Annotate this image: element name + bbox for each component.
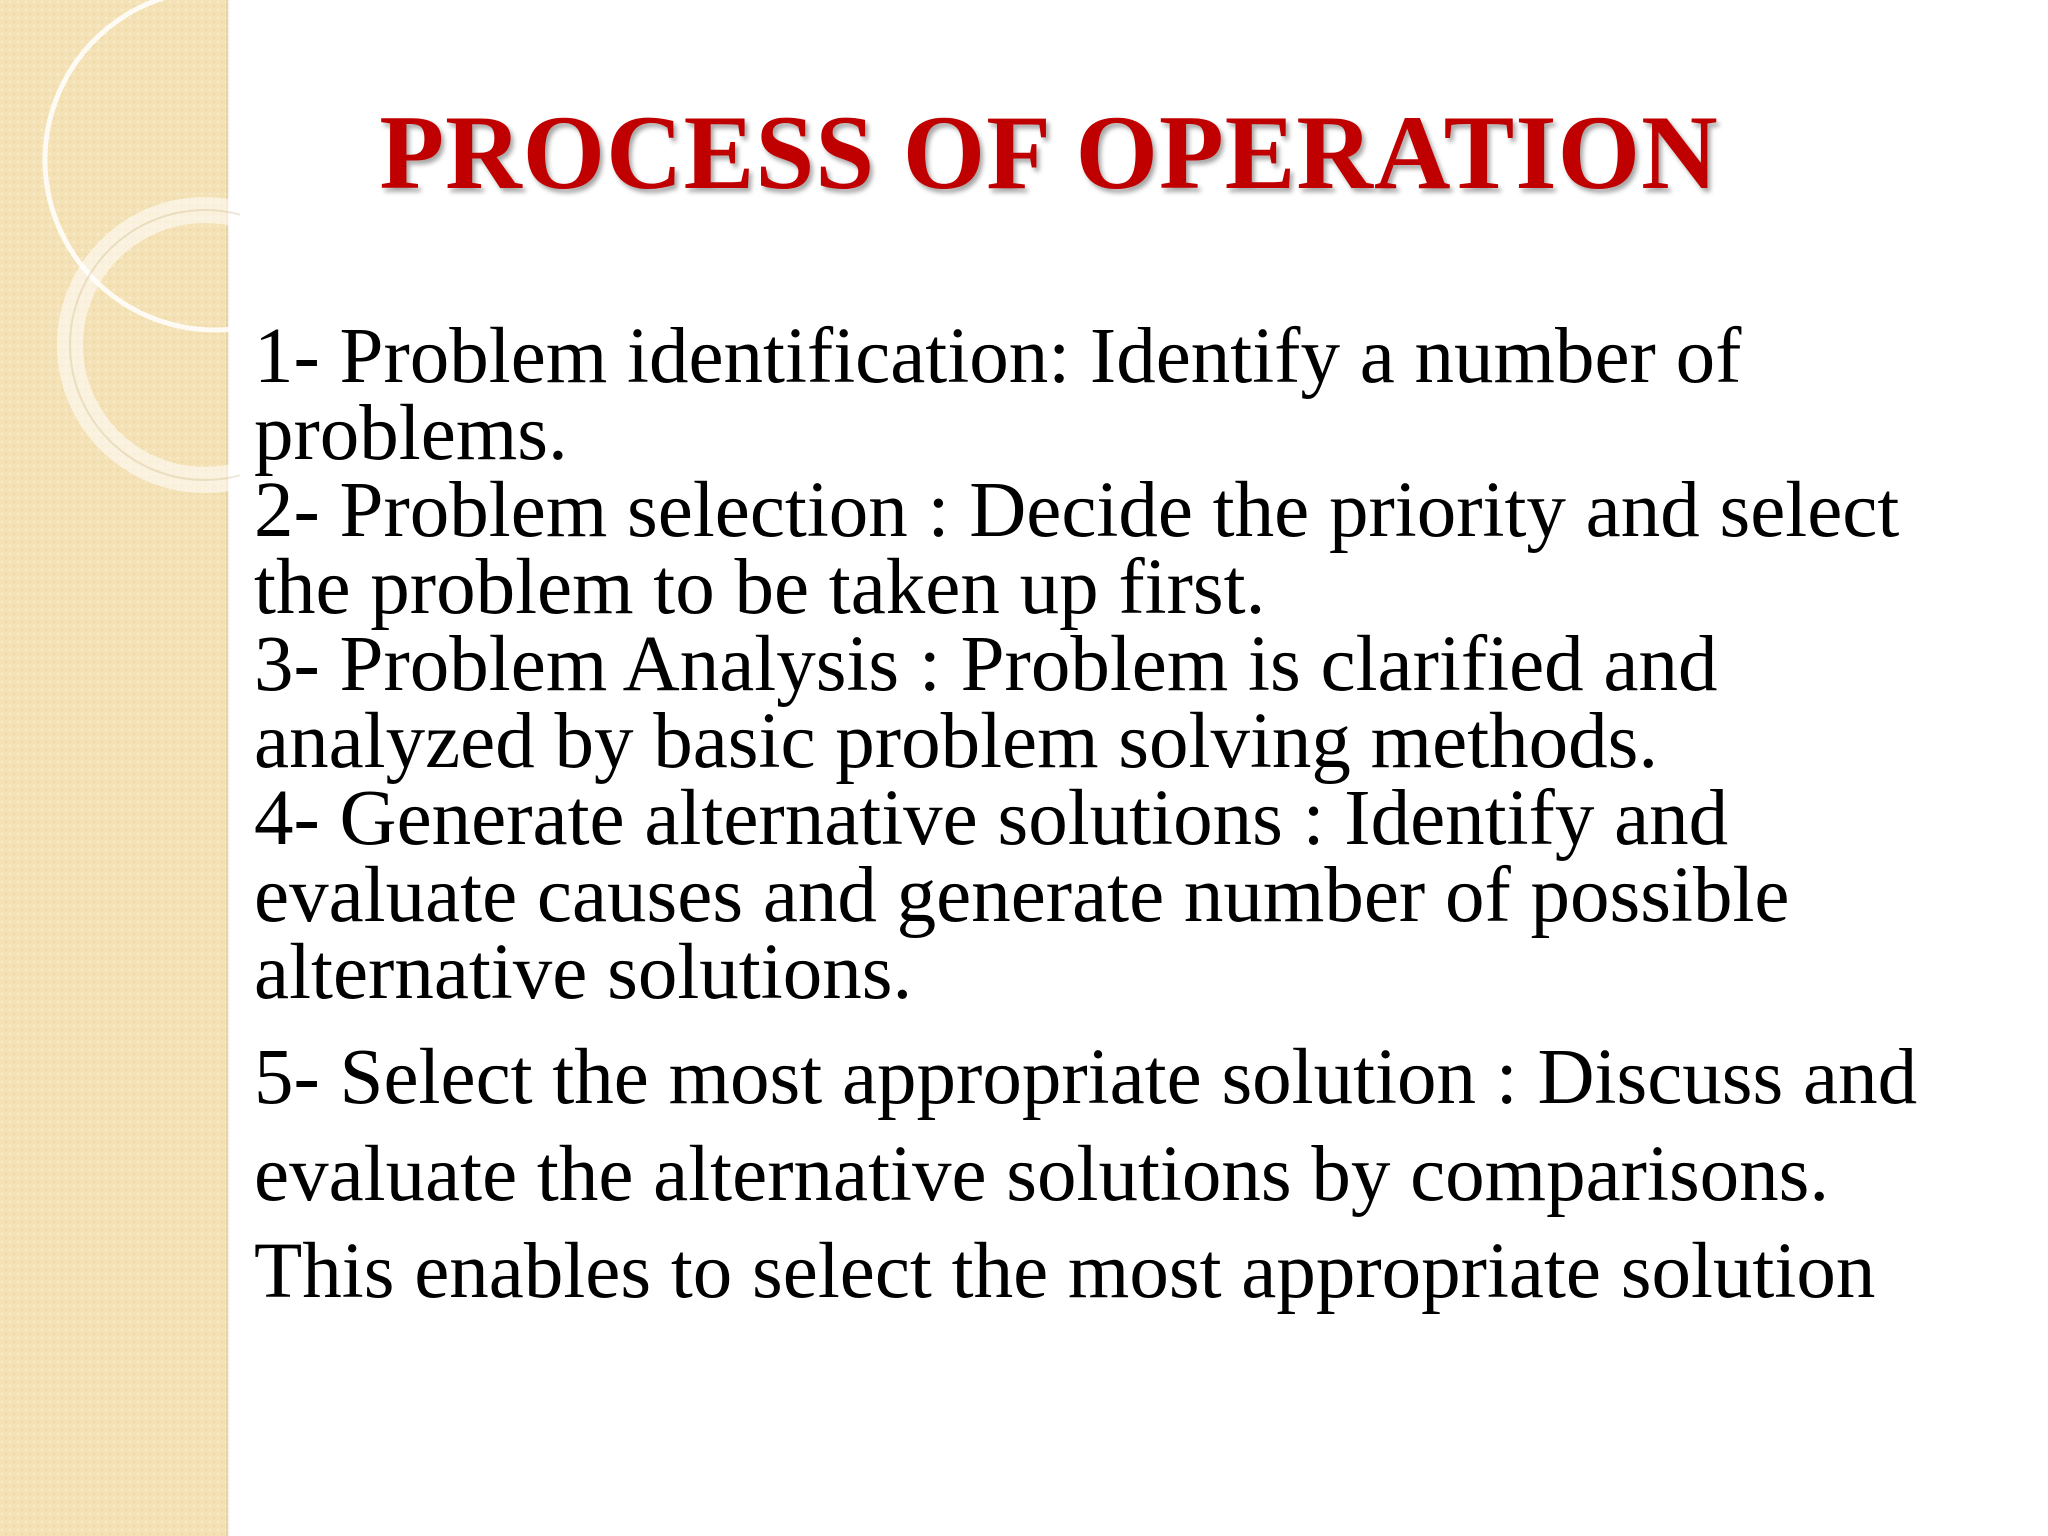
decorative-rings-icon xyxy=(0,0,240,520)
slide-content xyxy=(254,313,1994,1320)
step-item-5 xyxy=(254,1029,1994,1320)
step-item-2: 2- Problem selection : Decide the priority and select the problem to be taken up first. xyxy=(254,467,1900,631)
step-5-line: evaluate the alternative solutions by comparisons. xyxy=(254,1131,1830,1218)
step-item-4: 4- Generate alternative solutions : Identify and evaluate causes and generate number of possible alternative solutions. xyxy=(254,775,1790,1016)
slide-title: PROCESS OF OPERATION xyxy=(379,94,1719,211)
step-5-line: 5- Select the most appropriate solution : Discuss and xyxy=(254,1034,1918,1121)
steps-list xyxy=(254,313,1994,1016)
step-5-line: This enables to select the most appropriate solution xyxy=(254,1228,1876,1315)
step-item-3: 3- Problem Analysis : Problem is clarified and analyzed by basic problem solving methods. xyxy=(254,621,1718,785)
step-item-1: 1- Problem identification: Identify a number of problems. xyxy=(254,313,1742,477)
